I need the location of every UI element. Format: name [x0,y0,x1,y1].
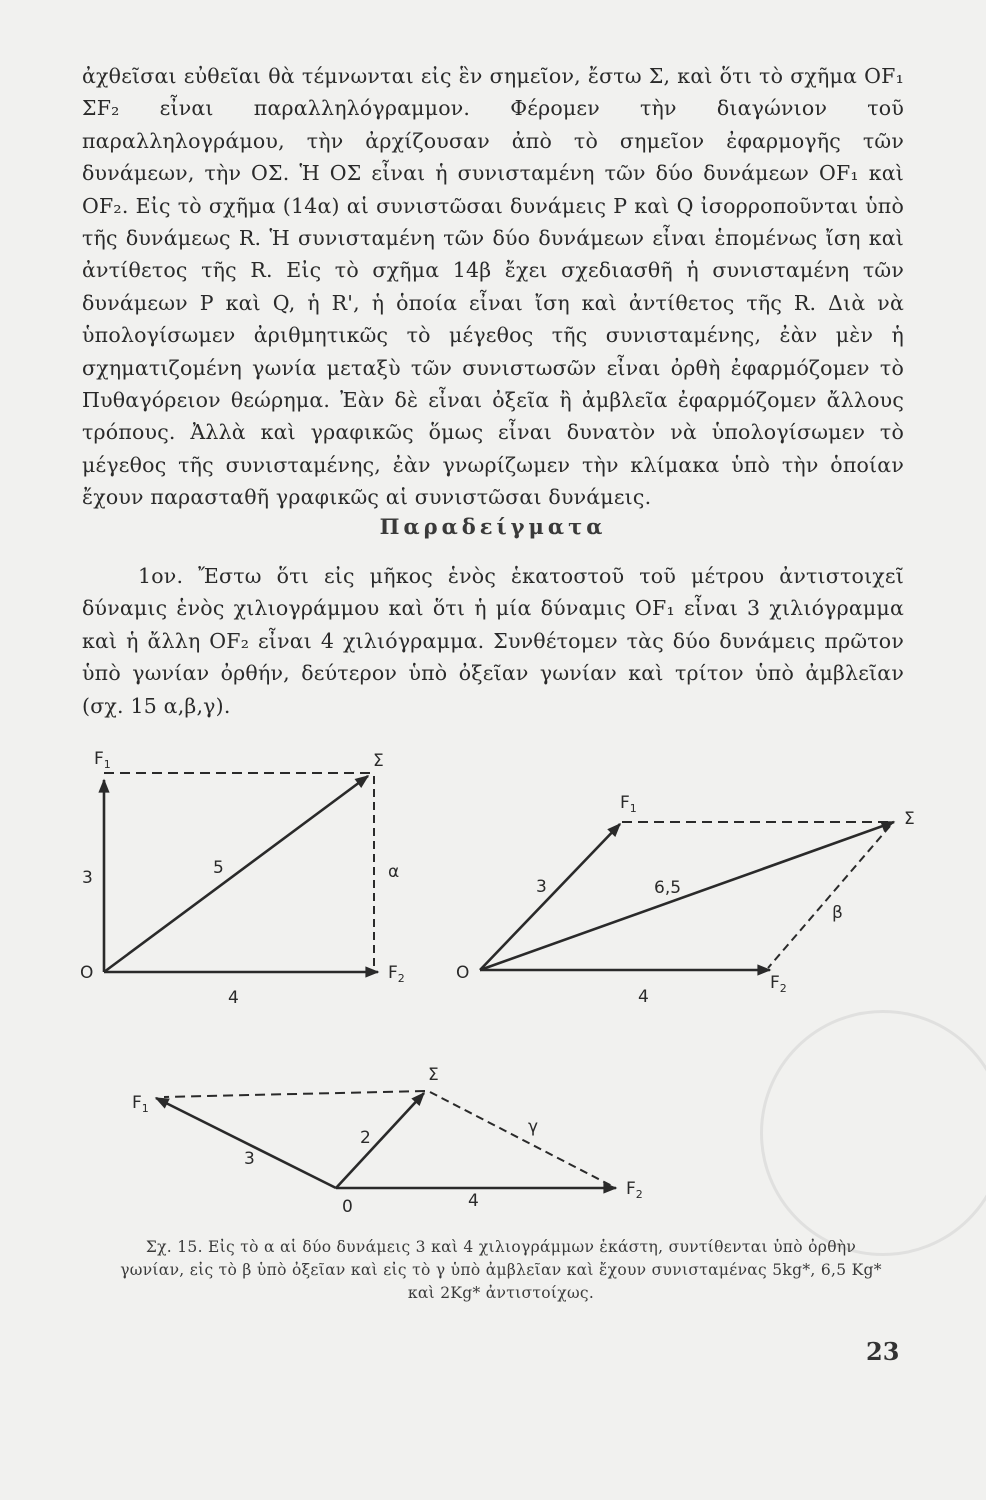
fig-c-label-s: Σ [428,1065,439,1085]
paragraph-1: ἀχθεῖσαι εὐθεῖαι θὰ τέμνωνται εἰς ἓν σημεῖον, ἔστω Σ, καὶ ὅτι τὸ σχῆμα OF₁ ΣF₂ εἶναι παραλληλόγραμμον. Φέρομεν τὴν διαγώνιον τοῦ παραλληλογράμου, τὴν ἀρχίζουσαν ἀπὸ τὸ σημεῖον ἐφαρμογῆς τῶν δυνάμεων, τὴν ΟΣ. Ἡ ΟΣ εἶναι ἡ συνισταμένη τῶν δύο δυνάμεων OF₁ καὶ OF₂. Εἰς τὸ σχῆμα (14α) αἱ συνιστῶσαι δυνάμεις P καὶ Q ἰσορροποῦνται ὑπὸ τῆς δυνάμεως R. Ἡ συνισταμένη τῶν δύο δυνάμεων εἶναι ἑπομένως ἴση καὶ ἀντίθετος τῆς R. Εἰς τὸ σχῆμα 14β ἔχει σχεδιασθῆ ἡ συνισταμένη τῶν δυνάμεων P καὶ Q, ἡ R', ἡ ὁποία εἶναι ἴση καὶ ἀντίθετος τῆς R. Διὰ νὰ ὑπολογίσωμεν ἀριθμητικῶς τὸ μέγεθος τῆς συνισταμένης, ἐὰν μὲν ἡ σχηματιζομένη γωνία μεταξὺ τῶν συνιστωσῶν εἶναι ὀρθὴ ἐφαρμόζομεν τὸ Πυθαγόρειον θεώρημα. Ἐὰν δὲ εἶναι ὀξεῖα ἢ ἀμβλεῖα ἐφαρμόζομεν ἄλλους τρόπους. Ἀλλὰ καὶ γραφικῶς ὅμως εἶναι δυνατὸν νὰ ὑπολογίσωμεν τὸ μέγεθος τῆς συνισταμένης, ἐὰν γνωρίζωμεν τὴν κλίμακα ὑπὸ τὴν ὁποίαν ἔχουν παρασταθῆ γραφικῶς αἱ συνιστῶσαι δυνάμεις. [82,64,904,510]
fig-c-label-f2: $F_2$ [626,1179,643,1201]
fig-c-dashed-top [164,1091,425,1097]
fig-a-label-alpha: α [388,862,400,882]
fig-a-label-3: 3 [82,868,93,888]
fig-c-label-2: 2 [360,1128,371,1148]
figure-caption: Σχ. 15. Εἰς τὸ α αἱ δύο δυνάμεις 3 καὶ 4 χιλιογράμμων ἑκάστη, συντίθενται ὑπὸ ὀρθὴν γωνίαν, εἰς τὸ β ὑπὸ ὀξεῖαν καὶ εἰς τὸ γ ὑπὸ ἀμβλεῖαν καὶ ἔχουν συνισταμένας 5kg*, 6,5 Kg* καὶ 2Kg* ἀντιστοίχως. [120,1238,882,1302]
section-heading: Παραδείγματα [379,514,607,539]
fig-c-label-3: 3 [244,1149,255,1169]
fig-c-label-4: 4 [468,1191,479,1211]
page-number: 23 [866,1337,900,1366]
fig-a-label-f1: $F_1$ [94,749,111,771]
fig-a-label-s: Σ [373,751,384,771]
fig-a-resultant [104,776,368,972]
fig-b-label-beta: β [832,903,843,923]
fig-c-label-o: 0 [342,1197,353,1217]
fig-c-vector-f1 [156,1098,336,1188]
fig-c-dashed-right [430,1092,612,1186]
fig-a-label-o: O [80,963,94,983]
fig-b-label-s: Σ [904,809,915,829]
fig-a-label-f2: $F_2$ [388,963,405,985]
fig-b-label-4: 4 [638,987,649,1007]
fig-b-label-3: 3 [536,877,547,897]
fig-c-resultant [336,1093,424,1188]
fig-b-label-f1: $F_1$ [620,793,637,815]
example-1: 1ον. Ἔστω ὅτι εἰς μῆκος ἑνὸς ἑκατοστοῦ τοῦ μέτρου ἀντιστοιχεῖ δύναμις ἑνὸς χιλιογράμμου καὶ ὅτι ἡ μία δύναμις OF₁ εἶναι 3 χιλιόγραμμα καὶ ἡ ἄλλη OF₂ εἶναι 4 χιλιόγραμμα. Συνθέτομεν τὰς δύο δυνάμεις πρῶτον ὑπὸ γωνίαν ὀρθήν, δεύτερον ὑπὸ ὀξεῖαν γωνίαν καὶ τρίτον ὑπὸ ἀμβλεῖαν (σχ. 15 α,β,γ). [82,564,904,718]
fig-b-label-65: 6,5 [654,878,682,898]
fig-c-label-f1: $F_1$ [132,1093,149,1115]
fig-b-label-f2: $F_2$ [770,973,787,995]
figure-15b [456,793,915,1007]
fig-a-label-4: 4 [228,988,239,1008]
fig-a-label-5: 5 [213,858,224,878]
figure-15c [132,1065,643,1217]
fig-c-label-gamma: γ [528,1117,539,1137]
fig-b-dashed-right [768,826,890,968]
figure-15a [80,749,405,1008]
fig-b-label-o: O [456,963,470,983]
fig-b-vector-f1 [480,824,620,970]
